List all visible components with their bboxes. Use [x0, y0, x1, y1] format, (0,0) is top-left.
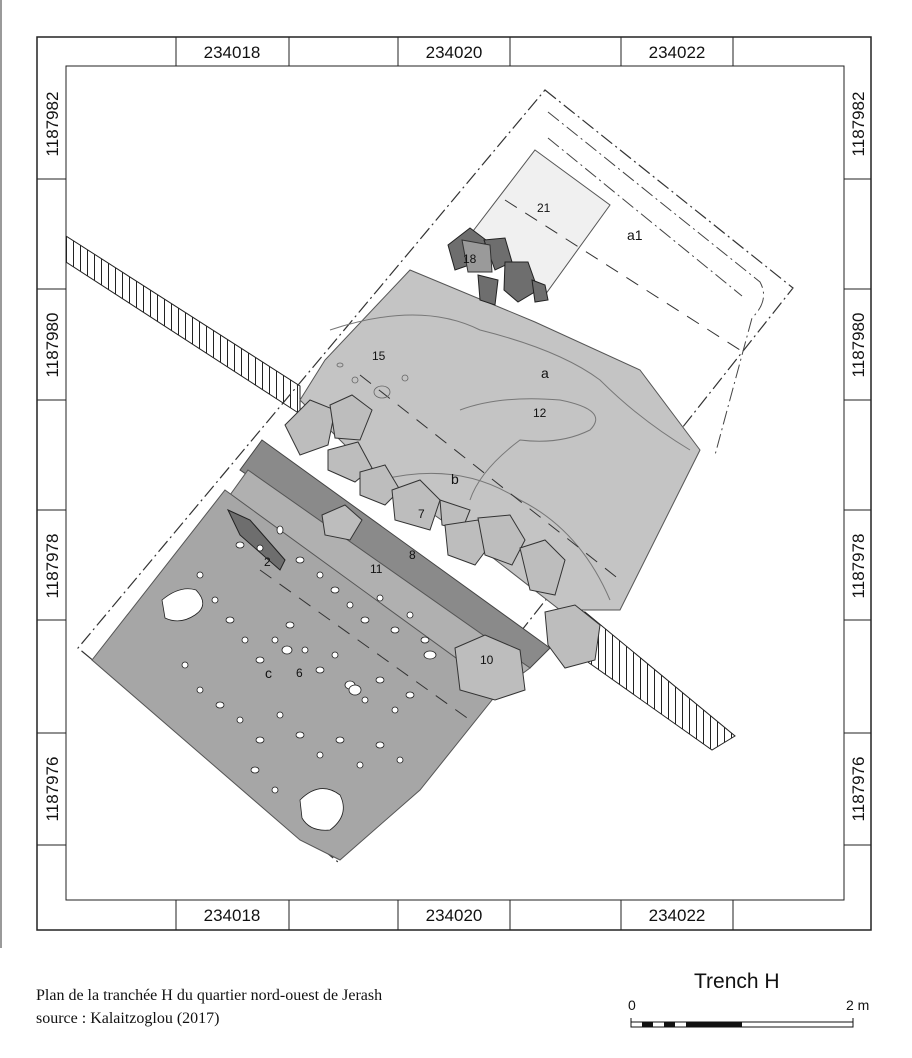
top-x-label-2: 234020	[425, 43, 483, 62]
left-y-label-4: 1187976	[43, 756, 62, 822]
label-8: 8	[409, 548, 416, 562]
label-15: 15	[372, 349, 386, 363]
right-y-label-4: 1187976	[849, 756, 868, 822]
label-21: 21	[537, 201, 551, 215]
right-y-label-2: 1187980	[849, 312, 868, 378]
right-y-label-1: 1187982	[849, 91, 868, 157]
label-11: 11	[370, 562, 383, 576]
label-a: a	[541, 365, 549, 381]
scale-bar-segments	[631, 1018, 853, 1027]
left-y-label-3: 1187978	[43, 533, 62, 599]
top-x-label-3: 234022	[648, 43, 706, 62]
bottom-x-label-1: 234018	[203, 906, 261, 925]
label-7: 7	[418, 507, 425, 521]
bottom-x-label-3: 234022	[648, 906, 706, 925]
caption-line-2: source : Kalaitzoglou (2017)	[36, 1010, 220, 1027]
label-a1: a1	[627, 227, 643, 243]
label-b: b	[451, 471, 459, 487]
label-c: c	[265, 665, 272, 681]
scale-bar	[620, 966, 890, 1036]
bottom-x-label-2: 234020	[425, 906, 483, 925]
right-y-label-3: 1187978	[849, 533, 868, 599]
caption-line-1: Plan de la tranchée H du quartier nord-ouest de Jerash	[36, 987, 383, 1004]
left-y-label-1: 1187982	[43, 91, 62, 157]
scale-start-label: 0	[628, 997, 636, 1013]
left-y-label-2: 1187980	[43, 312, 62, 378]
top-x-label-1: 234018	[203, 43, 261, 62]
label-18: 18	[463, 252, 477, 266]
label-2: 2	[264, 555, 271, 569]
label-6: 6	[296, 666, 303, 680]
figure-caption	[36, 984, 556, 1030]
label-12: 12	[533, 406, 547, 420]
scale-end-label: 2 m	[846, 997, 870, 1013]
label-10: 10	[480, 653, 494, 667]
scale-title: Trench H	[694, 970, 780, 993]
